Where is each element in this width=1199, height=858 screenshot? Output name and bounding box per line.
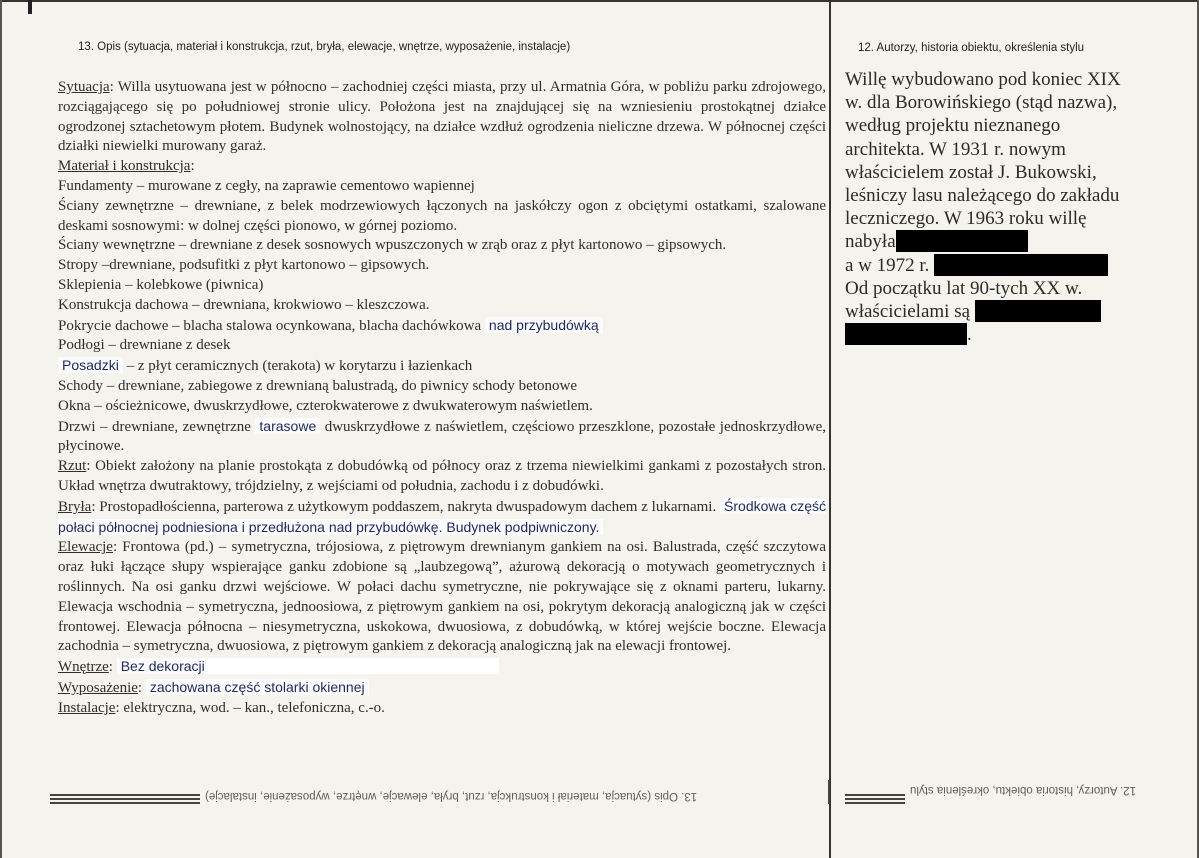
stropy-line: Stropy –drewniane, podsufitki z płyt kartonowo – gipsowych. [58, 257, 430, 274]
instalacje-line [58, 699, 826, 719]
wave-line [845, 798, 905, 800]
sytuacja-text: : Willa usytuowana jest w północno – zachodniej części miasta, przy ul. Armatnia Góra, w pobliżu parku zdrojowego, rozciągającego się po południowej stronie ulicy. Położona jest na znajdującej się na wzniesieniu prostokątnej działce ogrodzonej sztachetowym płotem. Budynek wolnostojący, na działce wzdłuż ogrodzenia nieliczne drzewa. W północnej części działki niewielki murowany garaż. [58, 79, 826, 155]
pokrycie-text: Pokrycie dachowe – blacha stalowa ocynkowana, blacha dachówkowa [58, 317, 482, 334]
wyposazenie-line [58, 678, 826, 699]
schody-line: Schody – drewniane, zabiegowe z drewnianą balustradą, do piwnicy schody betonowe [58, 377, 578, 394]
description-column [58, 78, 826, 719]
wave-line [845, 802, 905, 804]
wave-line [50, 802, 200, 804]
rzut-text: : Obiekt założony na planie prostokąta z dobudówką od północy oraz z trzema niewielkimi gankami z pozostałych stron. Układ wnętrza dwutraktowy, trójdzielny, z wejściami od południa, zachodu i z dobudówki. [58, 458, 826, 494]
material-label: Materiał i konstrukcja [58, 158, 191, 175]
corner-mark [28, 0, 32, 14]
elewacje-paragraph [58, 538, 826, 657]
redaction-block [845, 323, 967, 345]
history-text-2: a w 1972 r. [845, 254, 930, 276]
wyposazenie-label: Wyposażenie [58, 679, 138, 696]
bryla-paragraph [58, 497, 826, 539]
sciany-zewnetrzne-line: Ściany zewnętrzne – drewniane, z belek modrzewiowych łączonych na jaskółczy ogon z obciętymi ostatkami, szalowane deskami sosnowymi: w dolnej części pionowo, w górnej poziomo. [58, 197, 826, 234]
konstrukcja-line: Konstrukcja dachowa – drewniana, krokwiowo – kleszczowa. [58, 296, 430, 313]
podlogi-line: Podłogi – drewniane z desek [58, 337, 231, 354]
redaction-block [934, 254, 1108, 276]
sciany-wewnetrzne-line: Ściany wewnętrzne – drewniane z desek sosnowych wpuszczonych w zrąb oraz z płyt kartonowo – gipsowych. [58, 237, 727, 254]
pokrycie-typed-insert: nad przybudówką [485, 317, 603, 333]
sytuacja-label: Sytuacja [58, 79, 110, 95]
page-top-edge [0, 0, 1199, 2]
mirrored-heading-12: 12. Autorzy, historia obiektu, określenia stylu [910, 784, 1137, 796]
history-column [845, 68, 1123, 346]
history-text-3: Od początku lat 90-tych XX w. właścicielami są [845, 277, 1083, 323]
fundamenty-line: Fundamenty – murowane z cegły, na zaprawie cementowo wapiennej [58, 177, 475, 194]
wnetrze-label: Wnętrze [58, 659, 109, 676]
drzwi-text-a: Drzwi – drewniane, zewnętrzne [58, 418, 251, 435]
history-paragraph-1 [845, 68, 1123, 254]
posadzki-typed-insert: Posadzki [58, 357, 123, 373]
posadzki-line [58, 356, 826, 377]
bryla-label: Bryła [58, 498, 92, 515]
redaction-block [896, 230, 1028, 252]
divider-continuation [828, 780, 830, 804]
pokrycie-line [58, 316, 826, 337]
drzwi-line [58, 417, 826, 458]
drzwi-text-b: dwuskrzydłowe z naświetlem, częściowo przeszklone, pozostałe jednoskrzydłowe, płycinowe. [58, 418, 827, 455]
wave-line [50, 794, 200, 796]
wave-line [50, 798, 200, 800]
rzut-paragraph [58, 457, 826, 497]
bryla-text: : Prostopadłościenna, parterowa z użytkowym poddaszem, nakryta dwuspadowym dachem z lukarnami. [91, 498, 717, 515]
redaction-block [975, 300, 1101, 322]
instalacje-text: : elektryczna, wod. – kan., telefoniczna, c.-o. [115, 699, 385, 716]
wnetrze-line [58, 657, 826, 678]
material-colon: : [190, 158, 195, 175]
rzut-label: Rzut [58, 458, 87, 475]
wnetrze-typed-insert: Bez dekoracji [117, 658, 209, 674]
sklepienia-line: Sklepienia – kolebkowe (piwnica) [58, 276, 264, 293]
wnetrze-colon: : [108, 659, 113, 676]
section-13-heading: 13. Opis (sytuacja, materiał i konstrukcja, rzut, bryła, elewacje, wnętrze, wyposażenie, instalacje) [78, 41, 571, 53]
material-heading [58, 157, 826, 177]
posadzki-text: – z płyt ceramicznych (terakota) w korytarzu i łazienkach [126, 358, 473, 375]
wyposazenie-typed-insert: zachowana część stolarki okiennej [146, 679, 369, 695]
history-text-1: Willę wybudowano pod koniec XIX w. dla Borowińskiego (stąd nazwa), według projektu nieznanego architekta. W 1931 r. nowym właścicielem został J. Bukowski, leśniczy lasu należącego do zakładu leczniczego. W 1963 roku willę nabyła [845, 69, 1121, 253]
column-divider [829, 0, 831, 858]
history-text-3-end: . [967, 324, 972, 346]
mirrored-heading-13: 13. Opis (sytuacja, materiał i konstrukcja, rzut, bryła, elewacje, wnętrze, wyposażenie, instalacje) [205, 790, 698, 802]
elewacje-label: Elewacje [58, 539, 113, 556]
bryla-typed-insert: Środkowa część połaci północnej podniesiona i przedłużona nad przybudówkę. Budynek podpiwniczony. [58, 497, 827, 535]
drzwi-typed-insert: tarasowe [255, 418, 320, 434]
page-left-edge [0, 0, 2, 858]
sytuacja-paragraph [58, 78, 826, 157]
whiteout-patch [209, 658, 499, 674]
instalacje-label: Instalacje [58, 699, 116, 716]
okna-line: Okna – ościeżnicowe, dwuskrzydłowe, czterokwaterowe z dwukwaterowym naświetlem. [58, 397, 593, 414]
elewacje-text: : Frontowa (pd.) – symetryczna, trójosiowa, z piętrowym drewnianym gankiem na osi. Balustrada, część szczytowa oraz łuki łączące słupy wspierające ganku zdobione są „laubzegową”, ażurową dekoracją o motywach geometrycznych i roślinnych. Na osi ganku drzwi wejściowe. W połaci dachu symetryczne, nie pokrywające się z oknami parteru, lukarny. Elewacja wschodnia – symetryczna, jednoosiowa, z piętrowym gankiem na osi, pokrytym dekoracją analogiczną jak w części frontowej. Elewacja północna – niesymetryczna, uskokowa, dwuosiowa, z dobudówką, w której wejście boczne. Elewacja zachodnia – symetryczna, dwuosiowa, z piętrowym gankiem z dekoracją analogiczną jak na elewacji frontowej. [58, 539, 826, 655]
bottom-bleed-strip [0, 780, 1199, 858]
section-12-heading: 12. Autorzy, historia obiektu, określenia stylu [858, 42, 1085, 54]
wave-line [845, 794, 905, 796]
wyposazenie-colon: : [137, 679, 143, 696]
history-paragraph-3 [845, 277, 1123, 347]
history-paragraph-2 [845, 254, 1123, 277]
